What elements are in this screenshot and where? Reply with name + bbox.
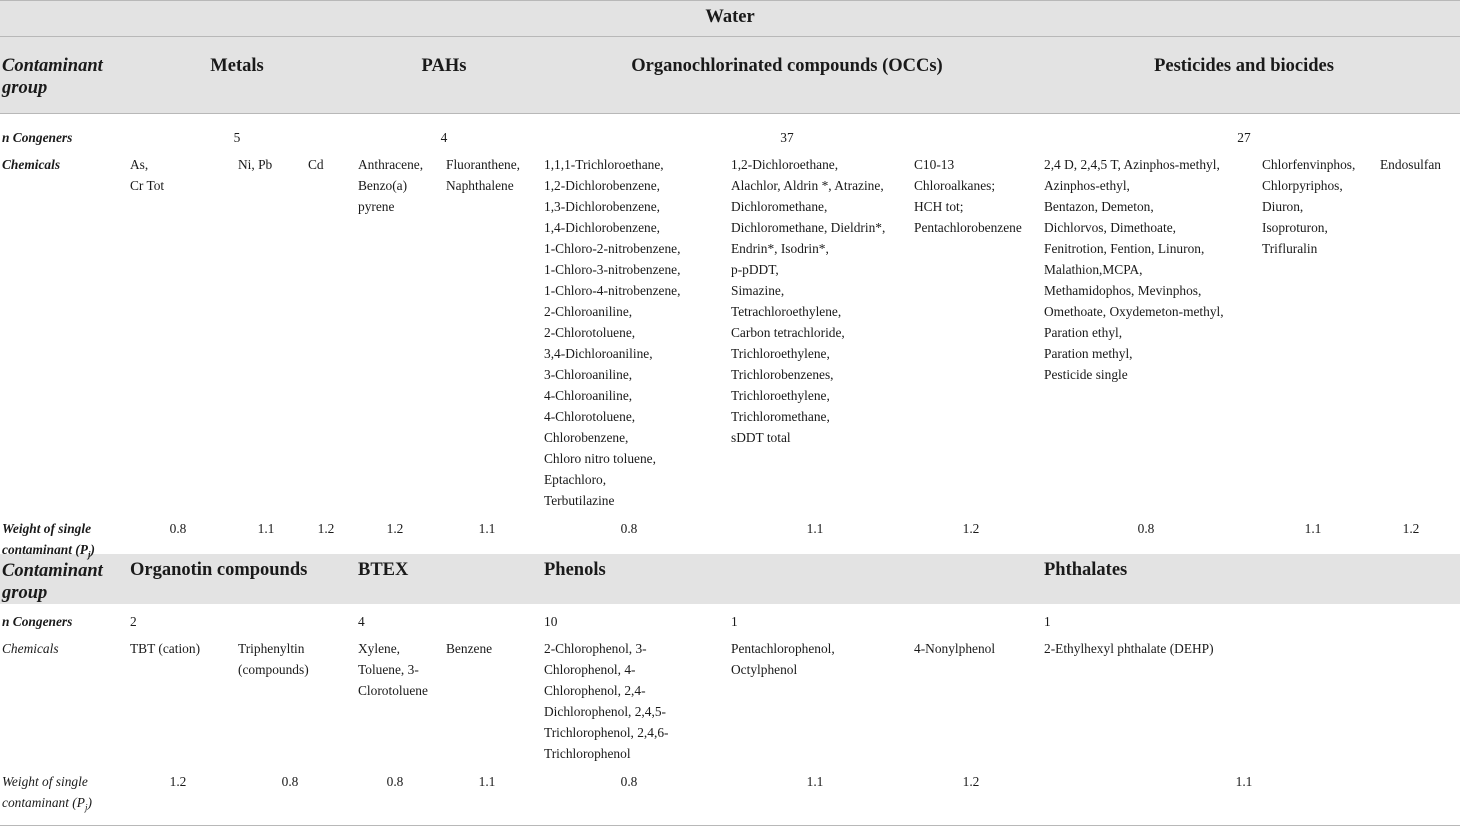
chemicals-cell: Pentachlorophenol, Octylphenol [731,641,835,677]
weight-label-close: ) [87,795,92,810]
chemicals-cell: Fluoranthene, Naphthalene [446,157,521,193]
contaminant-group-label: Contaminant group [2,56,103,98]
chemicals-cell: 1,2-Dichloroethane, Alachlor, Aldrin *, Atrazine, Dichloromethane, Dichloromethane, Dieldrin*, Endrin*, Isodrin*, p-pDDT, Simazine, Tetrachloroethylene, Carbon tetrachloride, Trichloroethylene, Trichlorobenzenes, Trichloroethylene, Trichloromethane, sDDT total [731,157,886,445]
header-rule-1 [0,113,1460,114]
weight-value: 0.8 [620,521,638,536]
chemicals-label: Chemicals [2,157,61,172]
group-phenols: Phenols [544,560,606,580]
chemicals-cell: Chlorfenvinphos, Chlorpyriphos, Diuron, Isoproturon, Trifluralin [1262,157,1356,256]
top-rule [0,0,1460,1]
weight-value: 1.1 [806,774,824,789]
group-metals: Metals [210,56,264,76]
weight-value: 0.8 [620,774,638,789]
weight-label-text: contaminant (P [2,542,88,557]
weight-value: 1.2 [386,521,404,536]
n-congeners-label: n Congeners [2,130,73,145]
chemicals-cell: Xylene, Toluene, 3- Clorotoluene [358,641,428,698]
weight-label [2,518,95,566]
title-rule [0,36,1460,37]
chemicals-cell: Endosulfan [1380,157,1441,172]
chemicals-cell: 4-Nonylphenol [914,641,996,656]
congeners-value: 2 [130,614,137,629]
chemicals-cell: 2-Chlorophenol, 3- Chlorophenol, 4- Chlorophenol, 2,4- Dichlorophenol, 2,4,5- Trichlorophenol, 2,4,6- Trichlorophenol [544,641,669,761]
weight-value: 1.2 [962,774,980,789]
congeners-value: 10 [544,614,558,629]
chemicals-cell: Ni, Pb [238,157,273,172]
chemicals-cell: C10-13 Chloroalkanes; HCH tot; Pentachlorobenzene [914,157,1022,235]
weight-value: 1.2 [962,521,980,536]
congeners-pahs: 4 [440,130,448,145]
chemicals-cell: 2-Ethylhexyl phthalate (DEHP) [1044,641,1214,656]
chemicals-cell: Triphenyltin (compounds) [238,641,309,677]
weight-value: 1.1 [257,521,275,536]
weight-value: 0.8 [1137,521,1155,536]
weight-value: 1.2 [169,774,187,789]
weight-label-line-2 [2,792,92,819]
weight-value: 0.8 [281,774,299,789]
chemicals-cell: Cd [308,157,324,172]
weight-value: 1.1 [806,521,824,536]
group-organotin: Organotin compounds [130,560,308,580]
group-pesticides: Pesticides and biocides [1154,56,1334,76]
congeners-value: 1 [1044,614,1051,629]
group-occs: Organochlorinated compounds (OCCs) [631,56,943,76]
weight-value: 1.2 [317,521,335,536]
weight-value: 1.2 [1402,521,1420,536]
congeners-occs: 37 [780,130,794,145]
weight-value: 1.1 [1304,521,1322,536]
chemicals-cell: 2,4 D, 2,4,5 T, Azinphos-methyl, Azinphos-ethyl, Bentazon, Demeton, Dichlorvos, Dimethoate, Fenitrotion, Fention, Linuron, Malathion,MCPA, Methamidophos, Mevinphos, Omethoate, Oxydemeton-methyl, Paration ethyl, Paration methyl, Pesticide single [1044,157,1224,382]
chemicals-cell: Anthracene, Benzo(a) pyrene [358,157,424,214]
group-btex: BTEX [358,560,409,580]
congeners-value: 4 [358,614,365,629]
weight-label-subscript: j [87,549,91,560]
weight-label-subscript: j [84,802,88,813]
contaminant-group-label-2: Contaminant group [2,561,103,603]
weight-label-text: contaminant (P [2,795,85,810]
chemicals-cell: Benzene [446,641,493,656]
congeners-pesticides: 27 [1237,130,1251,145]
bottom-rule [0,825,1460,826]
chemicals-cell: TBT (cation) [130,641,201,656]
congeners-metals: 5 [233,130,241,145]
congeners-value: 1 [731,614,738,629]
group-phthalates: Phthalates [1044,560,1128,580]
group-pahs: PAHs [421,56,467,76]
weight-label-line-1: Weight of single [2,774,88,789]
table-title: Water [705,7,755,27]
weight-label-2 [2,771,92,819]
weight-label-close: ) [90,542,95,557]
chemicals-label-2: Chemicals [2,641,59,656]
weight-value: 0.8 [386,774,404,789]
weight-value: 1.1 [478,521,496,536]
weight-value: 1.1 [1235,774,1253,789]
weight-value: 1.1 [478,774,496,789]
weight-label-line-1: Weight of single [2,521,92,536]
chemicals-cell: 1,1,1-Trichloroethane, 1,2-Dichlorobenzene, 1,3-Dichlorobenzene, 1,4-Dichlorobenzene, 1-Chloro-2-nitrobenzene, 1-Chloro-3-nitrobenzene, 1-Chloro-4-nitrobenzene, 2-Chloroaniline, 2-Chlorotoluene, 3,4-Dichloroaniline, 3-Chloroaniline, 4-Chloroaniline, 4-Chlorotoluene, Chlorobenzene, Chloro nitro toluene, Eptachloro, Terbutilazine [544,157,681,508]
chemicals-cell: As, Cr Tot [130,157,165,193]
weight-value: 0.8 [169,521,187,536]
n-congeners-label-2: n Congeners [2,614,73,629]
